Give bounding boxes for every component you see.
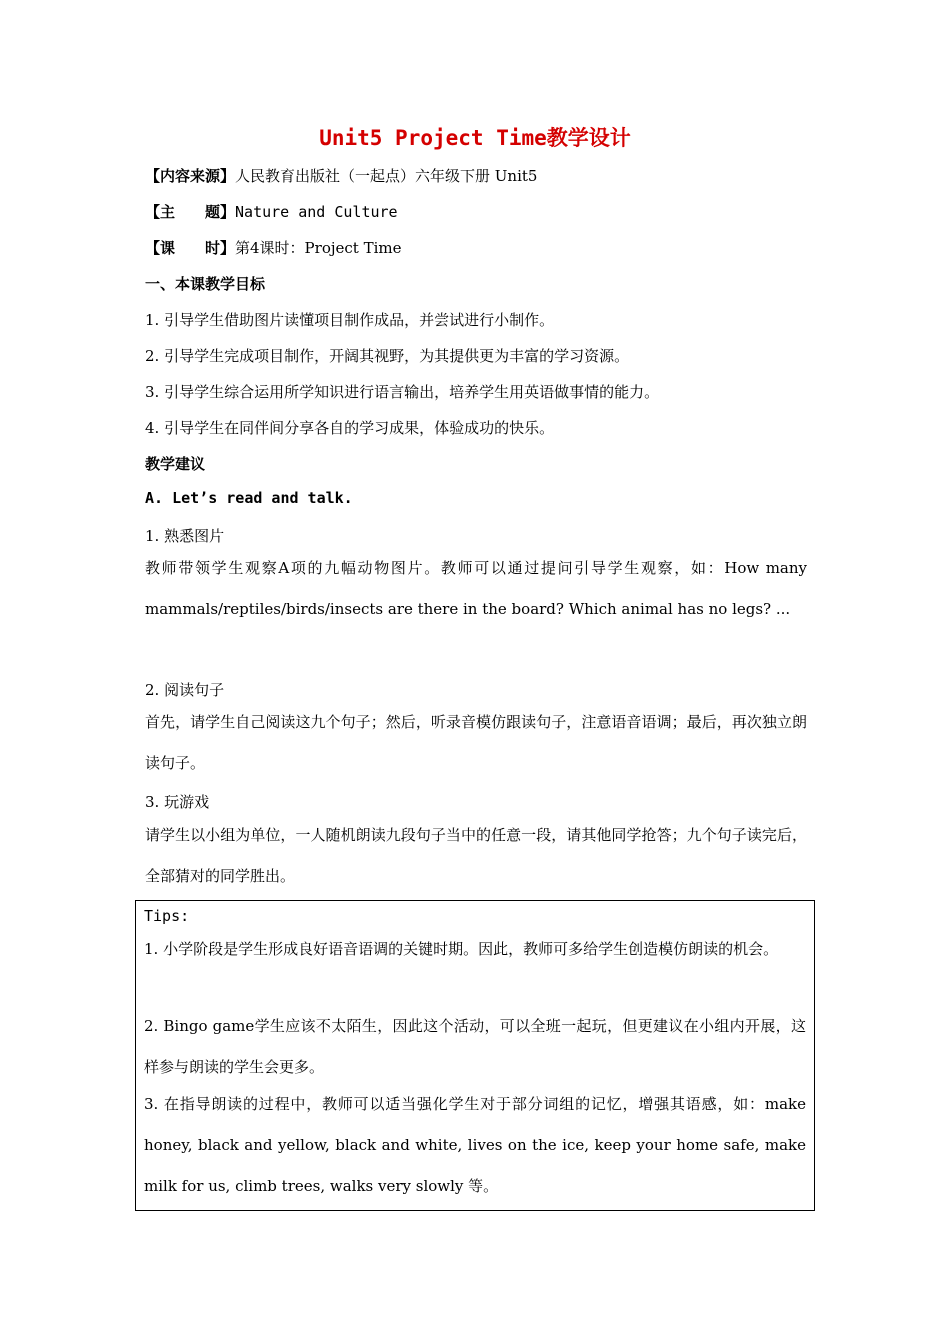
tip-item: 3. 在指导朗读的过程中，教师可以适当强化学生对于部分词组的记忆，增强其语感，如：make honey, black and yellow, black and white, lives on the ice, keep your home safe, make milk for us, climb trees, walks very slowly 等。 [144, 1095, 806, 1195]
document-title: Unit5 Project Time教学设计 [319, 126, 631, 150]
meta-source-label: 【内容来源】 [145, 167, 236, 185]
meta-topic-value: Nature and Culture [235, 203, 398, 221]
step1-body: 教师带领学生观察A项的九幅动物图片。教师可以通过提问引导学生观察，如：How many mammals/reptiles/birds/insects are there in the board? Which animal has no legs? ... [145, 559, 807, 618]
meta-source-value: 人民教育出版社（一起点）六年级下册 Unit5 [235, 167, 538, 185]
step3-body: 请学生以小组为单位，一人随机朗读九段句子当中的任意一段，请其他同学抢答；九个句子读完后，全部猜对的同学胜出。 [145, 826, 807, 885]
meta-topic [145, 201, 398, 222]
meta-period [145, 237, 401, 258]
meta-period-value: 第4课时：Project Time [235, 239, 402, 257]
objective-item: 2. 引导学生完成项目制作，开阔其视野，为其提供更为丰富的学习资源。 [145, 347, 630, 365]
tip-item: 2. Bingo game学生应该不太陌生，因此这个活动，可以全班一起玩，但更建议在小组内开展，这样参与朗读的学生会更多。 [144, 1017, 806, 1076]
step3-title: 3. 玩游戏 [145, 793, 210, 811]
meta-source [145, 165, 537, 186]
meta-topic-label: 【主 题】 [145, 203, 236, 221]
step2-title: 2. 阅读句子 [145, 681, 225, 699]
tips-box [135, 900, 815, 1211]
tip-item: 1. 小学阶段是学生形成良好语音语调的关键时期。因此，教师可多给学生创造模仿朗读的机会。 [144, 940, 779, 958]
objective-item: 4. 引导学生在同伴间分享各自的学习成果，体验成功的快乐。 [145, 419, 555, 437]
step1-title: 1. 熟悉图片 [145, 527, 225, 545]
section-a-heading: A. Let’s read and talk. [145, 489, 353, 507]
objective-item: 1. 引导学生借助图片读懂项目制作成品，并尝试进行小制作。 [145, 311, 555, 329]
step2-body: 首先，请学生自己阅读这九个句子；然后，听录音模仿跟读句子，注意语音语调；最后，再次独立朗读句子。 [145, 713, 807, 772]
tips-heading: Tips: [144, 907, 190, 925]
objective-item: 3. 引导学生综合运用所学知识进行语言输出，培养学生用英语做事情的能力。 [145, 383, 660, 401]
objectives-heading: 一、本课教学目标 [145, 275, 266, 293]
suggestions-heading: 教学建议 [145, 455, 206, 473]
meta-period-label: 【课 时】 [145, 239, 236, 257]
